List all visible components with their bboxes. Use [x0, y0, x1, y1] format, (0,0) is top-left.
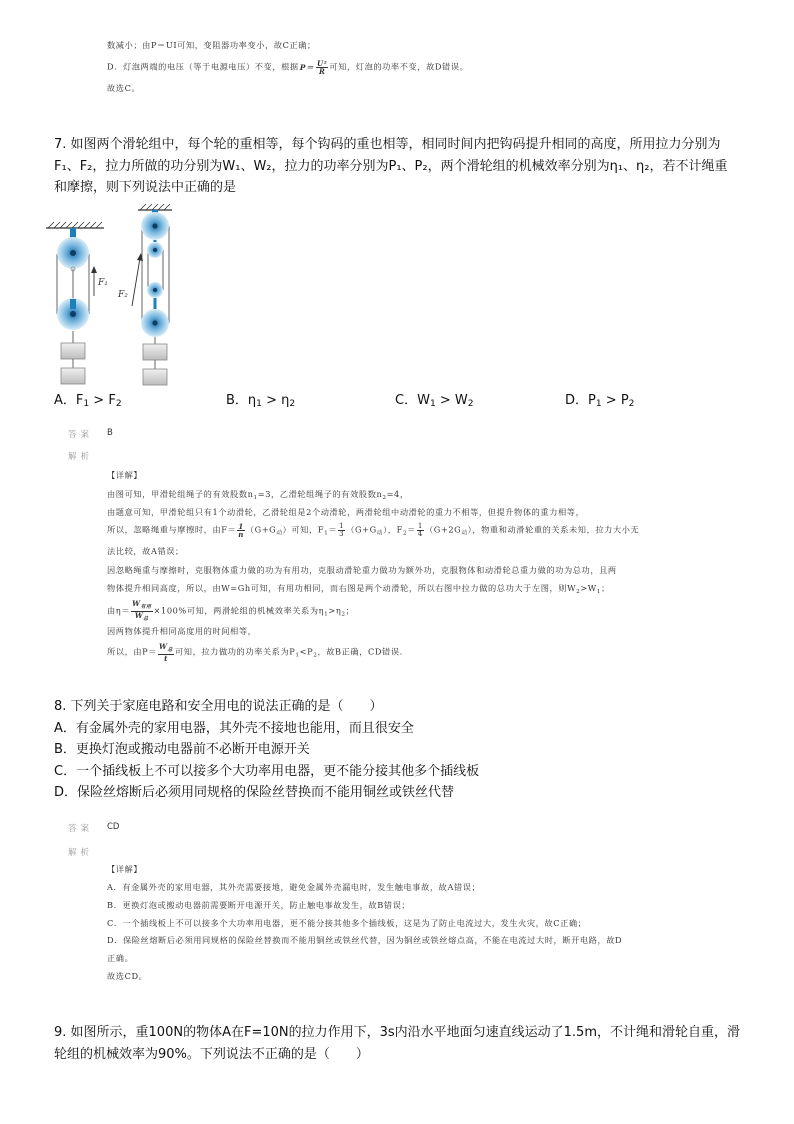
q8-analysis-line-3: C．一个插线板上不可以接多个大功率用电器，更不能分接其他多个插线板，这是为了防止电流过大，发生火灾，故C正确；: [107, 918, 587, 928]
power-formula-fraction: $\frac{\text{U²}}{R}$: [317, 59, 328, 76]
q7-analysis-line-3: 所以，忽略绳重与摩擦时，由F＝ $\frac{1}{n}$ $(G+G_动)$可知，$F_1=$ $\frac{1}{3}$ $(G+G_动)$，$F_2=$ $\frac{1}{4}$ $(G+2G_动)$，物重和动滑轮重的关系未知，拉力大小无: [107, 522, 640, 539]
right-movable-pulley-small: [147, 282, 163, 309]
q8-stem: 8. 下列关于家庭电路和安全用电的说法正确的是（ ）: [54, 699, 383, 714]
power-formula: P＝: [299, 63, 315, 72]
f2-label: F₂: [118, 290, 128, 300]
q7-analysis-line-1: 由图可知，甲滑轮组绳子的有效股数$n_1=3$，乙滑轮组绳子的有效股数$n_2=4$，: [107, 489, 409, 501]
right-movable-pulley-large: [141, 309, 169, 337]
q7-option-a[interactable]: A．$F_1 > F_2$: [54, 393, 122, 409]
top-line-3: 故选C。: [107, 83, 141, 93]
top-line-2-text-a: D．灯泡两端的电压（等于电源电压）不变，根据: [107, 61, 299, 72]
q8-analysis-line-5: 正确。: [107, 953, 134, 963]
q8-analysis-line-1: A．有金属外壳的家用电器，其外壳需要接地，避免金属外壳漏电时，发生触电事故，故A错误；: [107, 882, 481, 892]
q7-option-d[interactable]: D．$P_1 > P_2$: [565, 393, 635, 409]
left-fixed-pulley: [57, 228, 89, 271]
q8-option-c[interactable]: C．一个插线板上不可以接多个大功率用电器，更不能分接其他多个插线板: [54, 764, 480, 779]
top-line-2-text-b: 可知，灯泡的功率不变，故D错误。: [329, 61, 469, 72]
q7-stem-line-2: F₁、F₂，拉力所做的功分别为W₁、W₂，拉力的功率分别为P₁、P₂，两个滑轮组的机械效率分别为η₁、η₂，若不计绳重: [54, 159, 728, 174]
q8-detail-title: 【详解】: [107, 864, 143, 874]
f2-arrow: [117, 253, 143, 306]
q8-analysis-line-2: B．更换灯泡或搬动电器前需要断开电源开关，防止触电事故发生，故B错误；: [107, 900, 411, 910]
q7-detail-title: 【详解】: [107, 470, 143, 480]
q7-answer-value: B: [107, 428, 113, 438]
q7-answer-label: 答案: [68, 430, 94, 440]
q7-stem-line-3: 和摩擦，则下列说法中正确的是: [54, 180, 237, 195]
left-ceiling: [46, 222, 104, 228]
q7-analysis-line-9: 所以，由P＝ $\frac{W_总}{t}$ 可知，拉力做功的功率关系为$P_1<P_2$，故B正确，CD错误.: [107, 642, 403, 663]
q7-analysis-line-4: 法比较，故A错误；: [107, 546, 184, 556]
right-ceiling: [138, 204, 172, 210]
top-line-2: [107, 60, 468, 75]
q8-option-a[interactable]: A．有金属外壳的家用电器，其外壳不接地也能用，而且很安全: [54, 721, 414, 736]
q7-analysis-line-7: 由η＝ $\frac{W_{有用}}{W_总}$ ×100%可知，两滑轮组的机械效率关系为$\eta_1>\eta_2$；: [107, 599, 355, 622]
f1-label: F₁: [98, 278, 108, 288]
q8-answer-label: 答案: [68, 824, 94, 834]
q8-analysis-line-6: 故选CD。: [107, 971, 148, 981]
top-line-1: 数减小；由P＝UI可知，变阻器功率变小，故C正确；: [107, 40, 316, 50]
pulley-figure: [38, 196, 188, 392]
right-fixed-pulley-large: [141, 210, 169, 240]
q8-option-b[interactable]: B．更换灯泡或搬动电器前不必断开电源开关: [54, 742, 310, 757]
left-weights: [61, 343, 85, 384]
q9-stem-line-2: 轮组的机械效率为90%。下列说法不正确的是（ ）: [54, 1047, 369, 1062]
q7-analysis-line-5: 因忽略绳重与摩擦时，克服物体重力做的功为有用功，克服动滑轮重力做功为额外功，克服物体和动滑轮总重力做的功为总功，且两: [107, 565, 617, 575]
q7-analysis-label: 解析: [68, 452, 94, 462]
right-fixed-pulley-small: [147, 240, 163, 258]
q8-analysis-line-4: D．保险丝熔断后必须用同规格的保险丝替换而不能用铜丝或铁丝代替，因为铜丝或铁丝熔点高，不能在电流过大时，断开电路，故D: [107, 935, 623, 945]
right-weights: [143, 344, 167, 385]
q7-analysis-line-6: 物体提升相同高度，所以，由W=Gh可知，有用功相同，而右图是两个动滑轮，所以右图中拉力做的总功大于左图，则$W_2>W_1$；: [107, 583, 610, 595]
q7-analysis-line-2: 由题意可知，甲滑轮组只有1个动滑轮，乙滑轮组是2个动滑轮，两滑轮组中动滑轮的重力不相等，但提升物体的重力相等，: [107, 507, 585, 517]
q8-answer-value: CD: [107, 822, 120, 832]
q7-option-b[interactable]: B．$\eta_1 > \eta_2$: [226, 393, 296, 409]
q9-stem-line-1: 9. 如图所示，重100N的物体A在F=10N的拉力作用下，3s内沿水平地面匀速直线运动了1.5m，不计绳和滑轮自重，滑: [54, 1025, 740, 1040]
q7-option-c[interactable]: C．$W_1 > W_2$: [395, 393, 474, 409]
q8-option-d[interactable]: D．保险丝熔断后必须用同规格的保险丝替换而不能用铜丝或铁丝代替: [54, 785, 455, 800]
f1-arrow: [91, 266, 108, 296]
q7-stem-line-1: 7. 如图两个滑轮组中，每个轮的重相等，每个钩码的重也相等，相同时间内把钩码提升相同的高度，所用拉力分别为: [54, 137, 721, 152]
q8-analysis-label: 解析: [68, 848, 94, 858]
left-movable-pulley: [57, 298, 89, 330]
q7-analysis-line-8: 因两物体提升相同高度用的时间相等，: [107, 626, 257, 636]
